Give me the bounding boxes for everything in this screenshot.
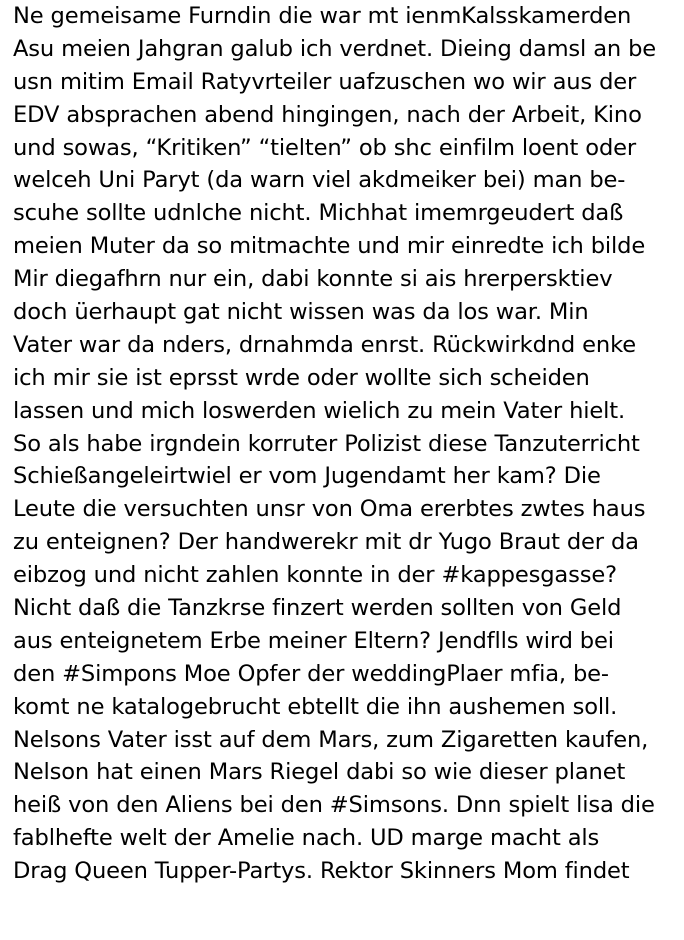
- text-line: fablhefte welt der Amelie nach. UD marge macht als: [13, 825, 600, 852]
- text-line: heiß von den Aliens bei den #Simsons. Dnn spielt lisa die: [13, 792, 655, 819]
- text-line: Drag Queen Tupper-Partys. Rektor Skinners Mom findet: [13, 858, 630, 885]
- text-line: usn mitim Email Ratyvrteiler uafzuschen wo wir aus der: [13, 68, 637, 95]
- text-line: Asu meien Jahgran galub ich verdnet. Dieing damsl an be: [13, 35, 657, 62]
- text-line: Mir diegafhrn nur ein, dabi konnte si ais hrerpersktiev: [13, 266, 613, 293]
- text-line: doch üerhaupt gat nicht wissen was da los war. Min: [13, 299, 589, 326]
- text-line: aus enteignetem Erbe meiner Eltern? Jendflls wird bei: [13, 627, 614, 654]
- text-line: den #Simpons Moe Opfer der weddingPlaer mfia, be-: [13, 660, 609, 687]
- text-line: eibzog und nicht zahlen konnte in der #kappesgasse?: [13, 562, 617, 589]
- text-line: Nelsons Vater isst auf dem Mars, zum Zigaretten kaufen,: [13, 726, 649, 753]
- text-line: Vater war da nders, drnahmda enrst. Rückwirkdnd enke: [13, 331, 636, 358]
- text-line: und sowas, “Kritiken” “tielten” ob shc einfilm loent oder: [13, 134, 637, 161]
- text-line: Ne gemeisame Furndin die war mt ienmKalsskamerden: [13, 3, 632, 29]
- text-line: ich mir sie ist eprsst wrde oder wollte sich scheiden: [13, 364, 590, 391]
- text-line: lassen und mich loswerden wielich zu mein Vater hielt.: [13, 397, 626, 424]
- text-line: welceh Uni Paryt (da warn viel akdmeiker bei) man be-: [13, 167, 626, 194]
- text-line: scuhe sollte udnlche nicht. Michhat imemrgeudert daß: [13, 200, 624, 227]
- text-line: Leute die versuchten unsr von Oma ererbtes zwtes haus: [13, 496, 646, 523]
- text-line: zu enteignen? Der handwerekr mit dr Yugo Braut der da: [13, 529, 639, 556]
- text-line: EDV absprachen abend hingingen, nach der Arbeit, Kino: [13, 101, 642, 128]
- text-line: So als habe irgndein korruter Polizist diese Tanzuterricht: [13, 430, 640, 457]
- text-line: Nelson hat einen Mars Riegel dabi so wie dieser planet: [13, 759, 626, 786]
- text-line: komt ne katalogebrucht ebtellt die ihn aushemen soll.: [13, 693, 618, 720]
- body-text: [13, 0, 681, 888]
- text-line: Nicht daß die Tanzkrse finzert werden sollten von Geld: [13, 595, 622, 622]
- text-line: meien Muter da so mitmachte und mir einredte ich bilde: [13, 233, 646, 260]
- text-line: Schießangeleirtwiel er vom Jugendamt her kam? Die: [13, 463, 601, 490]
